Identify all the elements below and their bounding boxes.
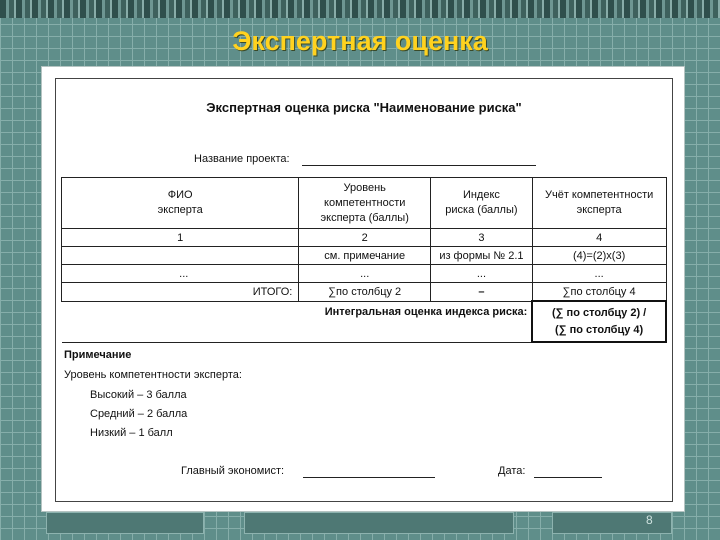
page-number: 8 (646, 513, 653, 527)
document-title: Экспертная оценка риска "Наименование риска" (206, 100, 522, 115)
table-cell: см. примечание (299, 247, 431, 265)
economist-label: Главный экономист: (181, 465, 285, 477)
project-label: Название проекта: (194, 153, 290, 165)
note-heading: Примечание (64, 349, 132, 361)
header-fio: ФИО эксперта (62, 178, 299, 229)
project-name-line (302, 165, 536, 166)
table-cell: ... (532, 265, 666, 283)
integral-row (62, 301, 667, 342)
footer-bar-middle (244, 512, 514, 534)
table-cell: 3 (431, 229, 533, 247)
table-cell: – (431, 283, 533, 302)
table-header-row (62, 178, 667, 229)
footer-bar-right (552, 512, 672, 534)
integral-value (532, 301, 666, 342)
economist-signature-line (303, 477, 435, 478)
date-label: Дата: (498, 465, 526, 477)
document-sheet (41, 66, 685, 512)
table-cell: ... (299, 265, 431, 283)
table-cell: 4 (532, 229, 666, 247)
integral-value-line2: (∑ по столбцу 4) (555, 323, 644, 336)
table-cell: 1 (62, 229, 299, 247)
table-row (62, 247, 667, 265)
table-cell: ∑по столбцу 4 (532, 283, 666, 302)
header-competence: Уровень компетентности эксперта (баллы) (299, 178, 431, 229)
evaluation-table (61, 177, 667, 343)
table-cell: (4)=(2)x(3) (532, 247, 666, 265)
slide-title: Экспертная оценка (232, 26, 488, 56)
table-cell: ∑по столбцу 2 (299, 283, 431, 302)
table-cell (62, 247, 299, 265)
table-cell: ... (431, 265, 533, 283)
integral-value-line1: (∑ по столбцу 2) / (551, 306, 647, 319)
table-cell: 2 (299, 229, 431, 247)
note-intro: Уровень компетентности эксперта: (64, 369, 242, 381)
top-decorative-strip (0, 0, 720, 18)
note-level-high: Высокий – 3 балла (90, 389, 187, 401)
note-level-low: Низкий – 1 балл (90, 427, 173, 439)
document-frame (55, 78, 673, 502)
date-line (534, 477, 602, 478)
total-label: ИТОГО: (62, 283, 299, 302)
table-cell: ... (62, 265, 299, 283)
table-cell: из формы № 2.1 (431, 247, 533, 265)
table-total-row (62, 283, 667, 302)
integral-label: Интегральная оценка индекса риска: (62, 301, 533, 342)
header-competence-weighting: Учёт компетентности эксперта (532, 178, 666, 229)
footer-bar-left (46, 512, 204, 534)
table-row (62, 229, 667, 247)
header-risk-index: Индекс риска (баллы) (431, 178, 533, 229)
note-level-medium: Средний – 2 балла (90, 408, 188, 420)
table-row (62, 265, 667, 283)
